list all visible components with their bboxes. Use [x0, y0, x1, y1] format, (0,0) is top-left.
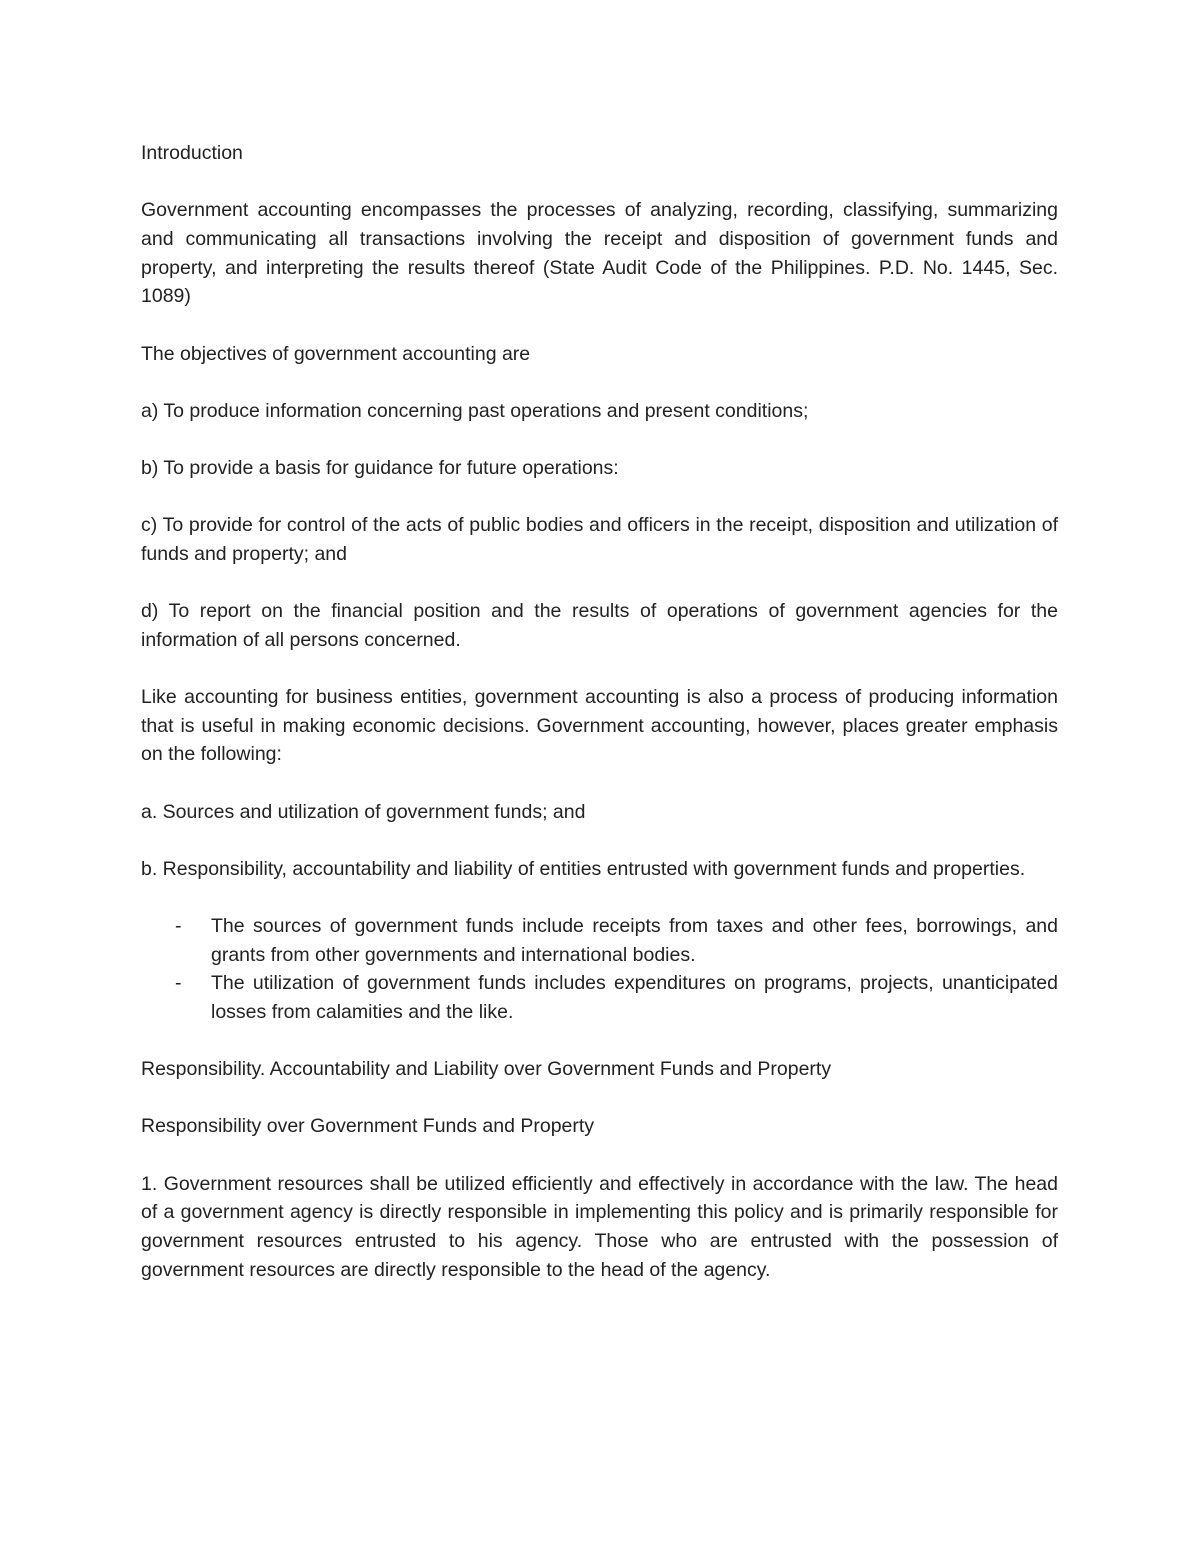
document-page — [141, 139, 1058, 1313]
funds-bullet-list — [141, 912, 1058, 1027]
list-item — [141, 912, 1058, 969]
objective-c: c) To provide for control of the acts of public bodies and officers in the receipt, disposition and utilization of funds and property; and — [141, 514, 1058, 565]
emphasis-intro: Like accounting for business entities, government accounting is also a process of producing information that is useful in making economic decisions. Government accounting, however, places greater emphasis on the following: — [141, 685, 1058, 766]
objectives-intro: The objectives of government accounting are — [141, 342, 531, 365]
section-heading: Responsibility. Accountability and Liability over Government Funds and Property — [141, 1058, 832, 1081]
subsection-heading: Responsibility over Government Funds and Property — [141, 1115, 595, 1138]
point-1-paragraph: 1. Government resources shall be utilized efficiently and effectively in accordance with the law. The head of a government agency is directly responsible in implementing this policy and is primarily responsible for government resources entrusted to his agency. Those who are entrusted with the possession of government resources are directly responsible to the head of the agency. — [141, 1172, 1058, 1281]
emphasis-item-b: b. Responsibility, accountability and liability of entities entrusted with government funds and properties. — [141, 857, 1026, 880]
bullet-text-utilization: The utilization of government funds includes expenditures on programs, projects, unanticipated losses from calamities and the like. — [211, 972, 1058, 1024]
emphasis-item-a: a. Sources and utilization of government funds; and — [141, 800, 586, 823]
objective-d: d) To report on the financial position and the results of operations of government agencies for the information of all persons concerned. — [141, 600, 1058, 651]
intro-heading: Introduction — [141, 142, 243, 164]
definition-paragraph: Government accounting encompasses the processes of analyzing, recording, classifying, summarizing and communicating all transactions involving the receipt and disposition of government funds and property, and interpreting the results thereof (State Audit Code of the Philippines. P.D. No. 1445, Sec. 1089) — [141, 199, 1058, 308]
objective-a: a) To produce information concerning past operations and present conditions; — [141, 399, 809, 422]
list-item — [141, 969, 1058, 1026]
bullet-text-sources: The sources of government funds include receipts from taxes and other fees, borrowings, and grants from other governments and international bodies. — [211, 914, 1058, 966]
objective-b: b) To provide a basis for guidance for future operations: — [141, 456, 619, 479]
dash-bullet-marker: - — [175, 972, 182, 995]
dash-bullet-marker: - — [175, 914, 182, 937]
